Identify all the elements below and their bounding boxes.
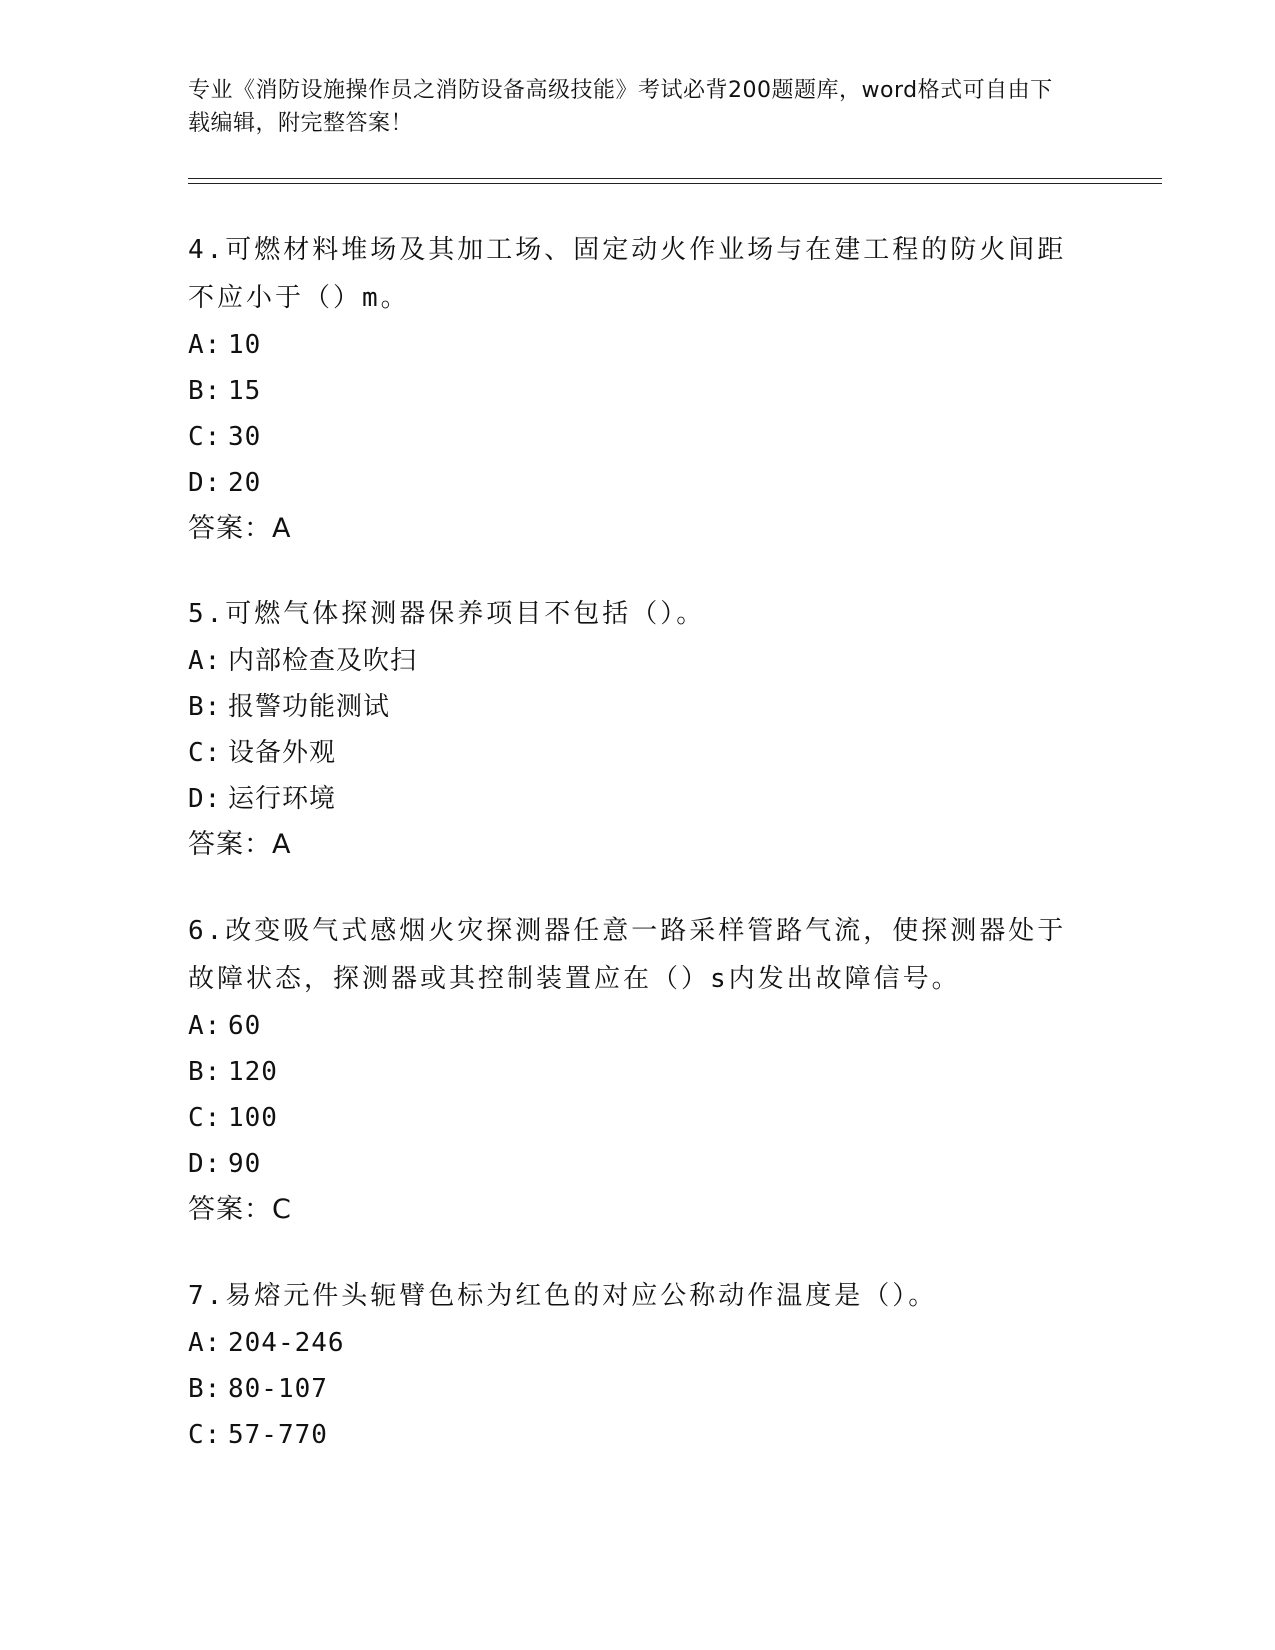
option-text: 运行环境 [228,784,337,814]
option-b [188,1366,1068,1412]
option-d [188,1141,1068,1187]
option-text: 10 [228,330,262,360]
answer-label: 答案：A [188,513,292,544]
question-4 [188,226,1068,552]
option-text: 内部检查及吹扫 [228,646,418,676]
option-a [188,1003,1068,1049]
option-text: 57-770 [228,1420,328,1450]
answer-label: 答案：C [188,1194,292,1225]
question-stem: 4.可燃材料堆场及其加工场、固定动火作业场与在建工程的防火间距不应小于（）m。 [188,235,1067,313]
option-text: 30 [228,422,262,452]
option-c [188,730,1068,776]
option-label: D: [188,784,222,814]
option-text: 设备外观 [228,738,337,768]
option-label: B: [188,1057,222,1087]
option-label: C: [188,738,222,768]
option-b [188,684,1068,730]
question-stem: 7.易熔元件头轭臂色标为红色的对应公称动作温度是（）。 [188,1281,938,1311]
option-c [188,1095,1068,1141]
header-divider-top [188,178,1162,179]
option-d [188,460,1068,506]
option-text: 60 [228,1011,262,1041]
option-label: B: [188,692,222,722]
question-6 [188,907,1068,1233]
option-b [188,1049,1068,1095]
option-c [188,1412,1068,1458]
question-stem: 5.可燃气体探测器保养项目不包括（）。 [188,599,706,629]
option-label: B: [188,1374,222,1404]
option-label: D: [188,468,222,498]
option-a [188,322,1068,368]
option-text: 204-246 [228,1328,345,1358]
option-label: A: [188,330,222,360]
option-label: A: [188,1011,222,1041]
option-label: A: [188,1328,222,1358]
option-a [188,638,1068,684]
option-label: D: [188,1149,222,1179]
question-stem: 6.改变吸气式感烟火灾探测器任意一路采样管路气流，使探测器处于故障状态，探测器或其控制装置应在（）s内发出故障信号。 [188,916,1067,994]
option-text: 15 [228,376,262,406]
option-label: C: [188,1420,222,1450]
option-text: 80-107 [228,1374,328,1404]
option-text: 100 [228,1103,278,1133]
option-text: 90 [228,1149,262,1179]
option-text: 20 [228,468,262,498]
option-label: A: [188,646,222,676]
question-5 [188,590,1068,868]
option-d [188,776,1068,822]
option-text: 报警功能测试 [228,692,391,722]
document-header: 专业《消防设施操作员之消防设备高级技能》考试必背200题题库，word格式可自由下载编辑，附完整答案！ [188,78,1053,136]
option-a [188,1320,1068,1366]
option-c [188,414,1068,460]
option-label: C: [188,1103,222,1133]
answer-label: 答案：A [188,829,292,860]
header-divider-bottom [188,183,1162,184]
option-b [188,368,1068,414]
option-label: C: [188,422,222,452]
question-7 [188,1272,1068,1458]
option-text: 120 [228,1057,278,1087]
option-label: B: [188,376,222,406]
